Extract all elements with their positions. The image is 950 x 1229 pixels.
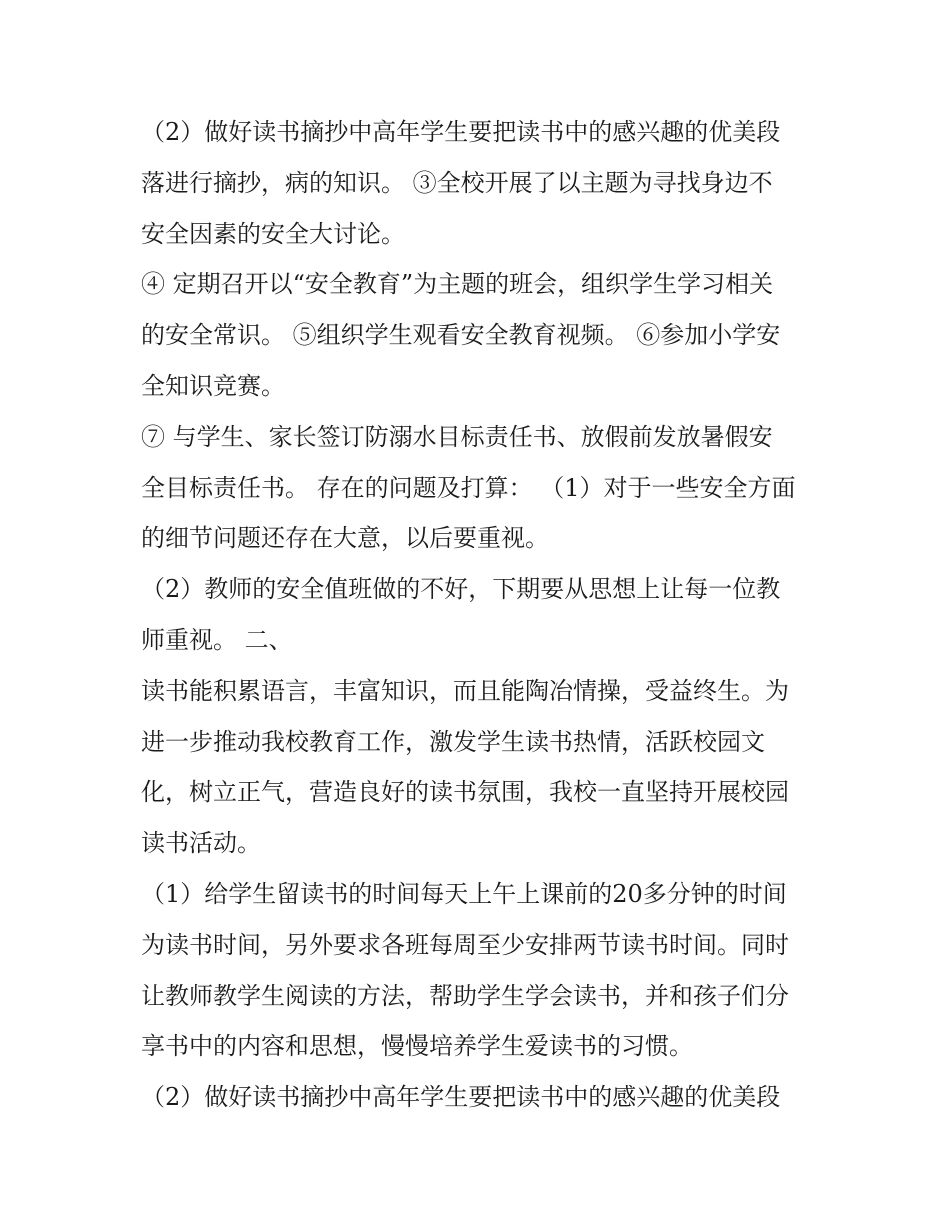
text-line: （2）做好读书摘抄中高年学生要把读书中的感兴趣的优美段	[141, 1083, 781, 1112]
text-line: ⑦ 与学生、家长签订防溺水目标责任书、放假前发放暑假安	[141, 422, 773, 451]
text-line: 让教师教学生阅读的方法，帮助学生学会读书，并和孩子们分	[141, 981, 789, 1010]
text-line: （2）做好读书摘抄中高年学生要把读书中的感兴趣的优美段	[141, 118, 781, 146]
document-body	[141, 107, 821, 1123]
text-line: 的细节问题还存在大意，以后要重视。	[141, 524, 549, 553]
text-line: 落进行摘抄，病的知识。 ③全校开展了以主题为寻找身边不	[141, 168, 773, 197]
text-line: 读书活动。	[141, 829, 261, 858]
text-line: 读书能积累语言，丰富知识，而且能陶冶情操，受益终生。为	[141, 676, 789, 705]
text-line: 师重视。 二、	[141, 625, 293, 654]
text-line: 享书中的内容和思想，慢慢培养学生爱读书的习惯。	[141, 1032, 693, 1061]
text-line: 的安全常识。 ⑤组织学生观看安全教育视频。 ⑥参加小学安	[141, 321, 781, 350]
text-line: 进一步推动我校教育工作，激发学生读书热情，活跃校园文	[141, 727, 765, 756]
text-line: 为读书时间，另外要求各班每周至少安排两节读书时间。同时	[141, 930, 789, 959]
text-line: 全知识竞赛。	[141, 371, 285, 400]
text-line: 全目标责任书。 存在的问题及打算： （1）对于一些安全方面	[141, 473, 796, 502]
text-line: ④ 定期召开以“安全教育”为主题的班会，组织学生学习相关	[141, 270, 774, 299]
text-line: （2）教师的安全值班做的不好，下期要从思想上让每一位教	[141, 575, 781, 604]
text-line: 安全因素的安全大讨论。	[141, 219, 405, 248]
text-line: 化，树立正气，营造良好的读书氛围，我校一直坚持开展校园	[141, 778, 789, 807]
text-line: （1）给学生留读书的时间每天上午上课前的20多分钟的时间	[141, 879, 787, 908]
